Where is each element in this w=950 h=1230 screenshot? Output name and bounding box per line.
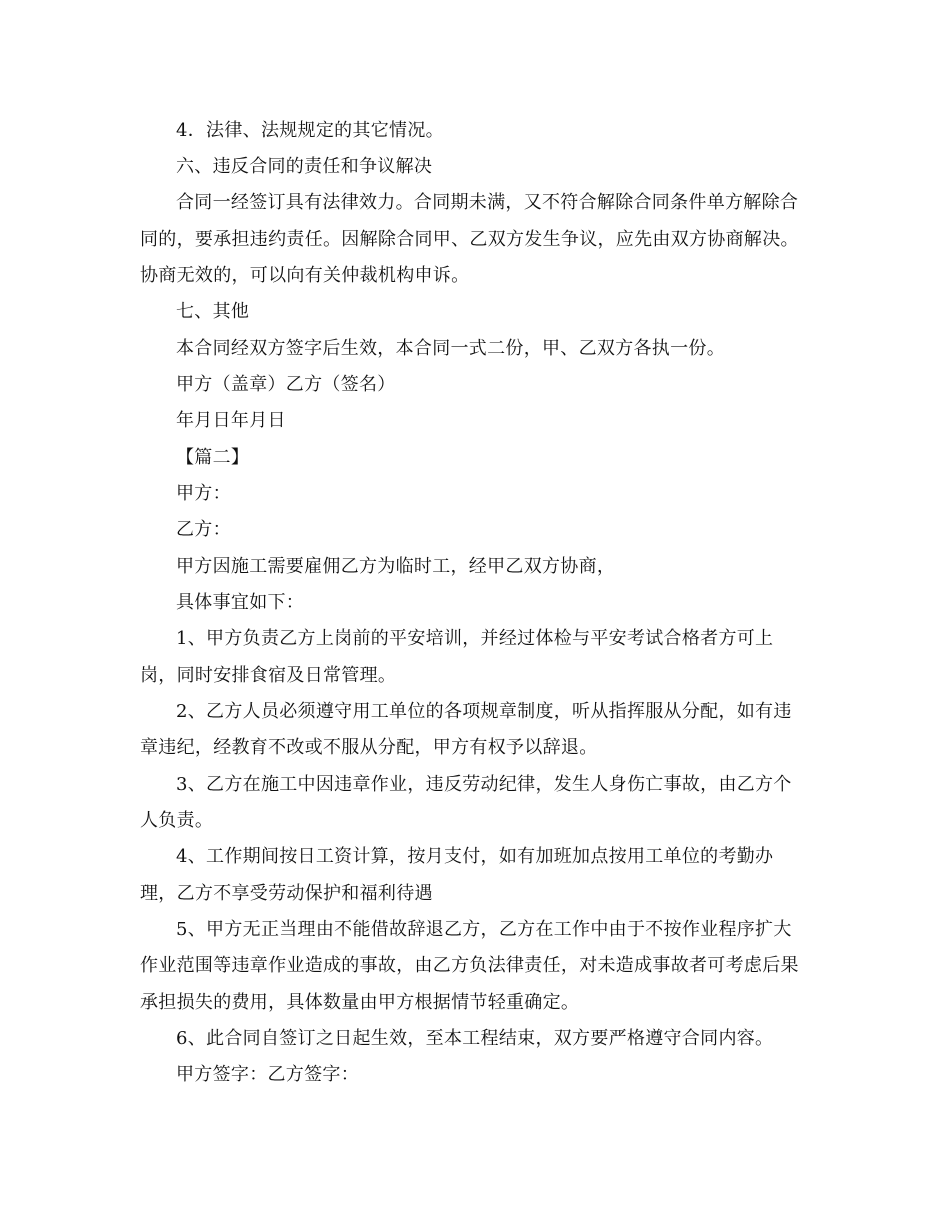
section-heading: 六、违反合同的责任和争议解决 (176, 156, 433, 177)
text-line: 5、甲方无正当理由不能借故辞退乙方，乙方在工作中由于不按作业程序扩大 (176, 919, 792, 940)
text-line: 4．法律、法规规定的其它情况。 (176, 120, 444, 141)
text-line: 章违纪，经教育不改或不服从分配，甲方有权予以辞退。 (140, 737, 598, 758)
text-line: 1、甲方负责乙方上岗前的平安培训，并经过体检与平安考试合格者方可上 (176, 628, 774, 649)
text-line: 岗，同时安排食宿及日常管理。 (140, 665, 397, 686)
text-line: 2、乙方人员必须遵守用工单位的各项规章制度，听从指挥服从分配，如有违 (176, 701, 792, 722)
text-line: 协商无效的，可以向有关仲裁机构申诉。 (140, 265, 470, 286)
text-line: 4、工作期间按日工资计算，按月支付，如有加班加点按用工单位的考勤办 (176, 846, 774, 867)
text-line: 合同一经签订具有法律效力。合同期未满，又不符合解除合同条件单方解除合 (176, 192, 799, 213)
text-line: 理，乙方不享受劳动保护和福利待遇 (140, 883, 433, 904)
party-a-line: 甲方： (176, 483, 231, 504)
text-line: 3、乙方在施工中因违章作业，违反劳动纪律，发生人身伤亡事故，由乙方个 (176, 774, 792, 795)
party-b-line: 乙方： (176, 519, 231, 540)
text-line: 人负责。 (140, 810, 214, 831)
text-line: 甲方因施工需要雇佣乙方为临时工，经甲乙双方协商， (176, 556, 616, 577)
section-heading: 七、其他 (176, 301, 250, 322)
signature-line: 甲方（盖章）乙方（签名） (176, 374, 396, 395)
text-line: 具体事宜如下： (176, 592, 305, 613)
text-line: 同的，要承担违约责任。因解除合同甲、乙双方发生争议，应先由双方协商解决。 (140, 229, 799, 250)
signature-line: 甲方签字：乙方签字： (176, 1064, 359, 1085)
text-line: 本合同经双方签字后生效，本合同一式二份，甲、乙双方各执一份。 (176, 338, 725, 359)
text-line: 承担损失的费用，具体数量由甲方根据情节轻重确定。 (140, 992, 580, 1013)
text-line: 6、此合同自签订之日起生效，至本工程结束，双方要严格遵守合同内容。 (176, 1028, 774, 1049)
text-line: 作业范围等违章作业造成的事故，由乙方负法律责任，对未造成事故者可考虑后果 (140, 955, 799, 976)
part-heading: 【篇二】 (176, 447, 250, 468)
date-line: 年月日年月日 (176, 410, 286, 431)
